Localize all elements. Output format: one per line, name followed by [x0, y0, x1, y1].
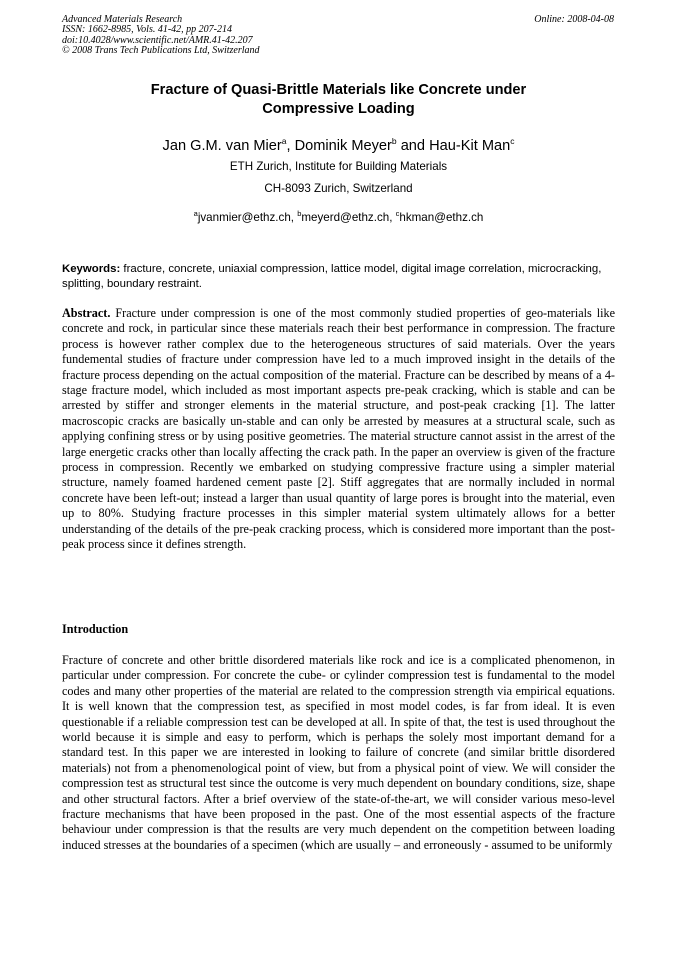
affiliation-institute: ETH Zurich, Institute for Building Materials — [229, 160, 448, 173]
email-link[interactable]: jvanmier@ethz.ch, — [197, 211, 298, 224]
affiliation-city: CH-8093 Zurich, Switzerland — [264, 182, 413, 195]
copyright-line: © 2008 Trans Tech Publications Ltd, Switzerland — [62, 45, 260, 57]
doi-line: doi:10.4028/www.scientific.net/AMR.41-42.207 — [62, 34, 253, 46]
email-affil-mark: c — [395, 209, 400, 218]
keywords-label: Keywords: — [62, 263, 121, 275]
author-affil-mark: a — [281, 136, 287, 146]
journal-name: Advanced Materials Research — [62, 14, 183, 25]
email-link[interactable]: meyerd@ethz.ch, — [301, 211, 396, 224]
introduction-paragraph — [62, 653, 615, 853]
author-affil-mark: c — [510, 136, 515, 146]
abstract-paragraph — [62, 306, 615, 553]
author-name: Dominik Meyer — [294, 138, 392, 154]
journal-header — [62, 15, 260, 57]
author-separator: , — [286, 138, 295, 154]
online-date: Online: 2008-04-08 — [534, 14, 614, 25]
abstract-text: Fracture under compression is one of the most commonly studied properties of geo-materials like concrete and rock, in particular since these materials reach their best performance in compression. The fracture process is however rather complex due to the heterogeneous structures of said materials. Over the years fundemental studies of fracture under compression have led to a much improved insight in the details of the fracture process depending on the actual composition of the material. Fracture can be described by means of a 4-stage fracture model, which included as most important aspects pre-peak cracking, which is stable and can be arrested by stiffer and stronger elements in the material structure, and post-peak cracking [1]. The latter macroscopic cracks are basically un-stable and can only be arrested by measures at a structural scale, such as applying confining stress or by using positive geometries. The material structure cannot assist in the arrest of the large energetic cracks other than locally affecting the crack path. In the paper an overview is given of the fracture process in compression. Recently we embarked on studying compressive fracture using a simpler material structure, namely foamed hardened cement paste [2]. Stiff aggregates that are normally included in normal concrete have been left-out; instead a larger than usual quantity of large pores is brought into the material, even up to 80%. Studying fracture processes in this simpler material system ultimately allows for a better understanding of the details of the pre-peak cracking process, which is considered more important than the post-peak process since it defines strength. — [62, 306, 615, 552]
title-line-1: Fracture of Quasi-Brittle Materials like Concrete under — [150, 82, 527, 98]
section-heading: Introduction — [62, 622, 129, 636]
issn-line: ISSN: 1662-8985, Vols. 41-42, pp 207-214 — [62, 24, 232, 36]
email-affil-mark: a — [193, 209, 198, 218]
email-affil-mark: b — [297, 209, 302, 218]
author-emails — [62, 207, 615, 225]
author-affil-mark: b — [391, 136, 397, 146]
author-name: Hau-Kit Man — [429, 138, 511, 154]
author-name: Jan G.M. van Mier — [162, 138, 282, 154]
title-line-2: Compressive Loading — [262, 101, 415, 117]
paper-title — [62, 81, 615, 119]
introduction-text: Fracture of concrete and other brittle disordered materials like rock and ice is a complicated phenomenon, in particular under compression. For concrete the cube- or cylinder compression test is fundamental to the model codes and many other properties of the material are related to the compression strength via empirical equations. It is well known that the compression test, as specified in most model codes, is far from ideal. It is even questionable if a reliable compression test can be developed at all. In spite of that, the test is used throughout the world because it is simple and easy to perform, which is perhaps the solely most important demand for a standard test. In this paper we are interested in looking to failure of concrete (and similar brittle disordered materials) not from a phenomenological point of view, but from a physical point of view. We will consider the compression test as structural test since the outcome is very much dependent on boundary conditions, size, shape and other structural factors. After a brief overview of the state-of-the-art, we will consider various meso-level fracture mechanisms that have been proposed in the past. One of the most essential aspects of the fracture behaviour under compression is that the results are very much dependent on the competition between loading induced stresses at the boundaries of a specimen (which are usually – and erroneously - assumed to be uniformly — [62, 653, 615, 852]
author-separator: and — [396, 138, 430, 154]
author-list — [62, 131, 615, 156]
keywords-paragraph — [62, 262, 615, 292]
email-link[interactable]: hkman@ethz.ch — [399, 211, 484, 224]
keywords-text: fracture, concrete, uniaxial compression, lattice model, digital image correlation, microcracking, splitting, boundary restraint. — [62, 263, 602, 290]
abstract-label: Abstract. — [62, 306, 111, 320]
